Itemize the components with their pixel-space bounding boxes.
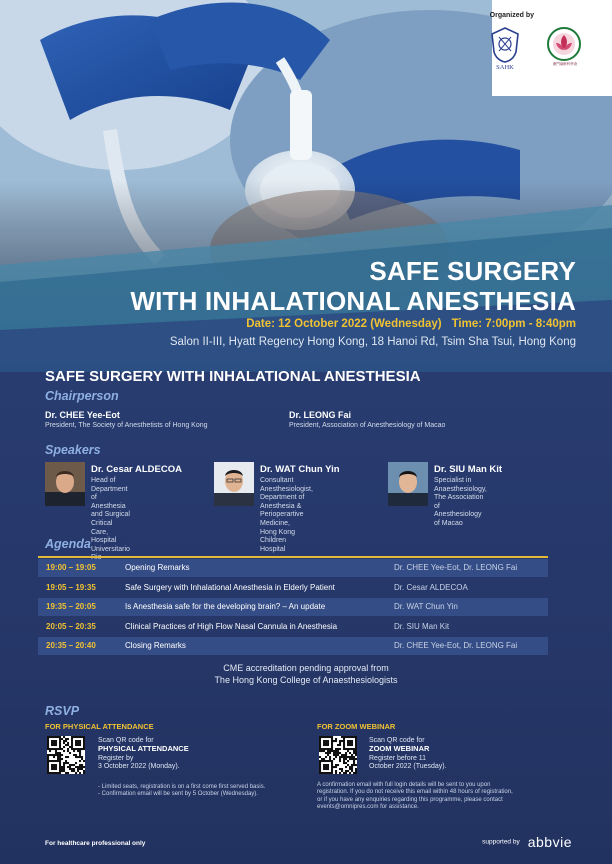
abbvie-logo: abbvie xyxy=(527,834,572,850)
physical-qr-code[interactable] xyxy=(47,736,85,774)
qr-code-icon xyxy=(47,736,85,774)
speaker-photo xyxy=(45,462,85,506)
zoom-qr-code[interactable] xyxy=(319,736,357,774)
agenda-speaker: Dr. CHEE Yee-Eot, Dr. LEONG Fai xyxy=(394,641,518,650)
agenda-divider xyxy=(38,556,548,558)
agenda-topic: Closing Remarks xyxy=(125,641,186,650)
event-dateline xyxy=(246,318,576,330)
physical-notes: - Limited seats, registration is on a first come first served basis. - Confirmation email will be sent by 5 October (Wednesday). xyxy=(98,784,266,798)
agenda-speaker: Dr. WAT Chun Yin xyxy=(394,602,458,611)
rsvp-heading: RSVP xyxy=(45,704,80,718)
zoom-heading: FOR ZOOM WEBINAR xyxy=(317,722,396,731)
chairperson-name: Dr. CHEE Yee-Eot xyxy=(45,410,120,420)
agenda-time: 19:35 – 20:05 xyxy=(46,602,96,611)
speaker-photo xyxy=(388,462,428,506)
agenda-topic: Safe Surgery with Inhalational Anesthesia in Elderly Patient xyxy=(125,582,335,592)
agenda-speaker: Dr. SIU Man Kit xyxy=(394,621,450,631)
agenda-row xyxy=(38,598,548,616)
speaker-photo xyxy=(214,462,254,506)
chairperson-role: President, The Society of Anesthetists of Hong Kong xyxy=(45,422,208,429)
agenda-time: 19:00 – 19:05 xyxy=(46,563,96,572)
macao-logo-caption: 澳門麻醉科學會 xyxy=(552,62,578,66)
zoom-register-info: Scan QR code for ZOOM WEBINAR Register before 11 October 2022 (Tuesday). xyxy=(369,737,447,771)
speaker-role: Head of Department of Anesthesia and Surgical Critical Care, Hospital Universitario xyxy=(91,477,130,553)
speaker-name: Dr. WAT Chun Yin xyxy=(260,464,340,475)
physical-register-info: Scan QR code for PHYSICAL ATTENDANCE Register by 3 October 2022 (Monday). xyxy=(98,737,189,771)
agenda-table xyxy=(38,559,548,657)
agenda-time: 20:35 – 20:40 xyxy=(46,641,96,650)
agenda-time: 19:05 – 19:35 xyxy=(46,582,96,592)
zoom-notes: A confirmation email with full login details will be sent to you upon registration. If you do not receive this email within 48 hours of registration, or if you have any enquiries regarding this programme, please contact events@omnipres.com for assistance. xyxy=(317,782,513,811)
agenda-time: 20:05 – 20:35 xyxy=(46,621,96,631)
qr-code-icon xyxy=(319,736,357,774)
cme-accreditation-note: CME accreditation pending approval from The Hong Kong College of Anaesthesiologists xyxy=(214,663,398,685)
chairperson-role: President, Association of Anesthesiology of Macao xyxy=(289,422,446,429)
event-time: Time: 7:00pm - 8:40pm xyxy=(451,318,576,330)
macao-association-logo-icon xyxy=(546,26,582,62)
agenda-topic: Is Anesthesia safe for the developing brain? – An update xyxy=(125,602,326,611)
speaker-role: Consultant Anesthesiologist, Department of Anesthesia & Perioperartive Medicine, Hong Kong Children Hospital xyxy=(260,477,313,553)
speaker-role: Specialist in Anaesthesiology, The Association of Anesthesiology of Macao xyxy=(434,477,487,527)
agenda-speaker: Dr. CHEE Yee-Eot, Dr. LEONG Fai xyxy=(394,563,518,572)
sahk-logo-text: SAHK xyxy=(496,64,514,70)
hero-section xyxy=(0,0,612,372)
chairperson-2 xyxy=(289,410,445,429)
chairperson-name: Dr. LEONG Fai xyxy=(289,410,352,420)
sponsor-credit xyxy=(482,834,572,850)
event-date: Date: 12 October 2022 (Wednesday) xyxy=(246,318,442,330)
speakers-heading: Speakers xyxy=(45,443,101,457)
sahk-logo-icon xyxy=(488,26,522,70)
supported-by-label: supported by xyxy=(482,838,520,846)
agenda-topic: Opening Remarks xyxy=(125,563,190,572)
organized-by-label: Organized by xyxy=(489,12,534,19)
rsvp-zoom-section xyxy=(317,722,395,731)
agenda-row xyxy=(38,618,548,636)
event-title-line-1: SAFE SURGERY xyxy=(369,256,576,286)
agenda-heading: Agenda xyxy=(45,537,91,551)
event-venue: Salon II-III, Hyatt Regency Hong Kong, 18 Hanoi Rd, Tsim Sha Tsui, Hong Kong xyxy=(169,336,576,348)
event-title-line-2: WITH INHALATIONAL ANESTHESIA xyxy=(130,286,576,316)
agenda-row xyxy=(38,559,548,577)
speaker-name: Dr. Cesar ALDECOA xyxy=(91,464,182,475)
agenda-topic: Clinical Practices of High Flow Nasal Cannula in Anesthesia xyxy=(125,621,338,631)
agenda-speaker: Dr. Cesar ALDECOA xyxy=(394,582,468,592)
program-title: SAFE SURGERY WITH INHALATIONAL ANESTHESIA xyxy=(45,368,421,385)
chairperson-1 xyxy=(45,410,208,429)
event-title xyxy=(130,256,576,316)
physical-heading: FOR PHYSICAL ATTENDANCE xyxy=(45,722,154,731)
speaker-name: Dr. SIU Man Kit xyxy=(434,464,503,475)
chairperson-heading: Chairperson xyxy=(45,389,119,403)
agenda-row xyxy=(38,637,548,655)
rsvp-physical-section xyxy=(45,722,154,731)
healthcare-disclaimer: For healthcare professional only xyxy=(45,840,146,847)
agenda-row xyxy=(38,579,548,597)
